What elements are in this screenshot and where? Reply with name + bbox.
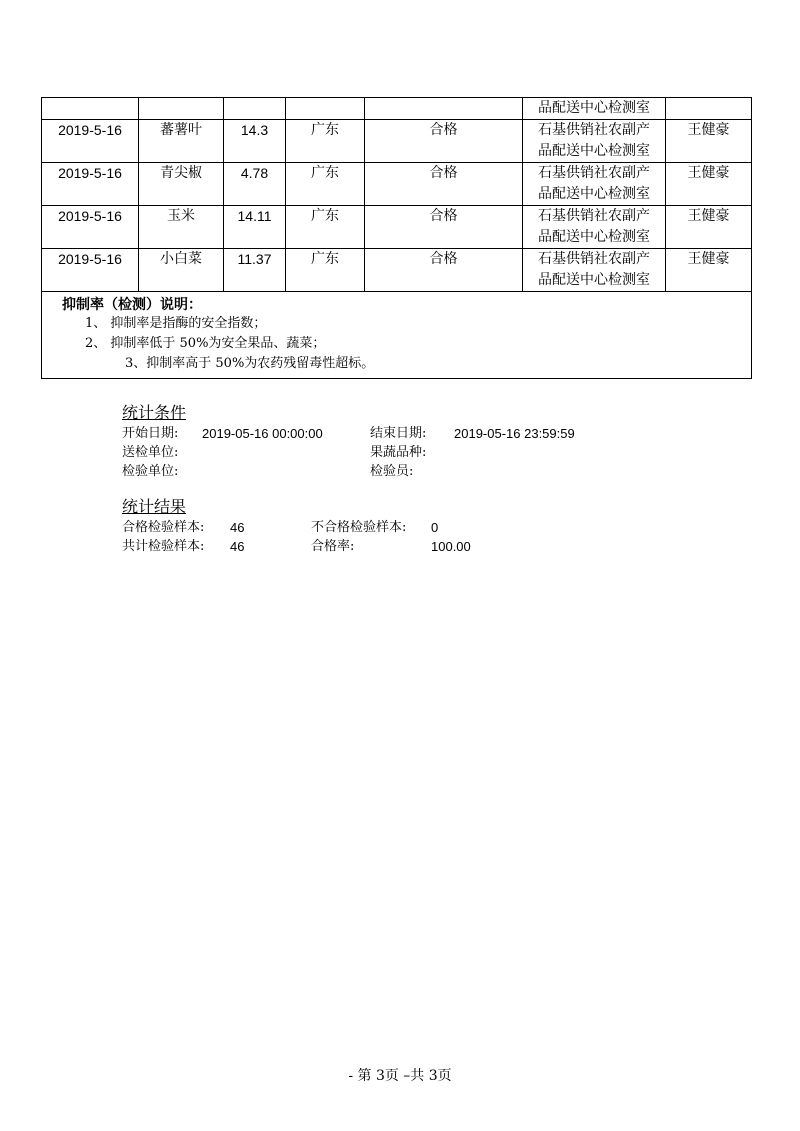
result-cell: 合格	[365, 120, 523, 163]
lab-cell: 品配送中心检测室	[523, 98, 666, 120]
date-cell: 2019-5-16	[42, 120, 139, 163]
lab-cell	[523, 163, 666, 206]
conditions-title: 统计条件	[122, 405, 187, 422]
page-footer: - 第 3页 –共 3页	[348, 1068, 452, 1084]
results-section	[122, 498, 682, 556]
pass-count-label: 合格检验样本:	[122, 520, 205, 535]
table-row	[42, 249, 752, 292]
inspector-cell: 王健豪	[666, 249, 752, 292]
total-count-label: 共计检验样本:	[122, 539, 205, 554]
rate-cell: 11.37	[224, 249, 286, 292]
total-count-value: 46	[230, 539, 245, 554]
result-cell: 合格	[365, 163, 523, 206]
result-cell: 合格	[365, 206, 523, 249]
results-title: 统计结果	[122, 499, 187, 516]
inspector-cell: 王健豪	[666, 206, 752, 249]
note-line: 2、 抑制率低于 50%为安全果品、蔬菜；	[85, 336, 326, 351]
conditions-row	[122, 462, 682, 481]
lab-line-2: 品配送中心检测室	[538, 272, 650, 288]
item-cell: 玉米	[139, 206, 224, 249]
lab-line-1: 石基供销社农副产	[538, 122, 650, 138]
conditions-row	[122, 424, 682, 443]
note-line: 3、抑制率高于 50%为农药残留毒性超标。	[125, 356, 375, 371]
lab-line-2: 品配送中心检测室	[538, 143, 650, 159]
note-line: 1、 抑制率是指酶的安全指数；	[85, 316, 267, 331]
origin-cell: 广东	[286, 249, 365, 292]
fail-count-value: 0	[431, 520, 439, 535]
origin-cell: 广东	[286, 163, 365, 206]
pass-rate-label: 合格率:	[311, 539, 355, 554]
rate-cell: 14.3	[224, 120, 286, 163]
lab-line-1: 石基供销社农副产	[538, 165, 650, 181]
notes-cell	[42, 292, 752, 379]
rate-cell: 14.11	[224, 206, 286, 249]
item-cell: 青尖椒	[139, 163, 224, 206]
notes-row	[42, 292, 752, 379]
table-row	[42, 206, 752, 249]
variety-label: 果蔬品种:	[370, 445, 427, 460]
notes-title: 抑制率（检测）说明：	[62, 296, 202, 312]
result-cell: 合格	[365, 249, 523, 292]
fail-count-label: 不合格检验样本:	[311, 520, 407, 535]
rate-cell: 4.78	[224, 163, 286, 206]
end-date-label: 结束日期:	[370, 426, 427, 441]
lab-cell	[523, 120, 666, 163]
results-row	[122, 518, 682, 537]
start-date-label: 开始日期:	[122, 426, 179, 441]
origin-cell: 广东	[286, 120, 365, 163]
table-row	[42, 120, 752, 163]
pass-count-value: 46	[230, 520, 245, 535]
lab-line-2: 品配送中心检测室	[538, 229, 650, 245]
date-cell: 2019-5-16	[42, 163, 139, 206]
conditions-section	[122, 404, 682, 481]
inspector-label: 检验员:	[370, 464, 414, 479]
table-row	[42, 98, 752, 120]
results-row	[122, 537, 682, 556]
item-cell: 蕃薯叶	[139, 120, 224, 163]
table-row	[42, 163, 752, 206]
date-cell: 2019-5-16	[42, 206, 139, 249]
lab-cell	[523, 206, 666, 249]
date-cell: 2019-5-16	[42, 249, 139, 292]
end-date-value: 2019-05-16 23:59:59	[454, 426, 575, 441]
lab-line-1: 石基供销社农副产	[538, 208, 650, 224]
sender-label: 送检单位:	[122, 445, 179, 460]
origin-cell: 广东	[286, 206, 365, 249]
lab-label: 检验单位:	[122, 464, 179, 479]
results-table	[41, 97, 752, 379]
item-cell: 小白菜	[139, 249, 224, 292]
lab-line-2: 品配送中心检测室	[538, 186, 650, 202]
lab-cell	[523, 249, 666, 292]
conditions-row	[122, 443, 682, 462]
lab-line-1: 石基供销社农副产	[538, 251, 650, 267]
pass-rate-value: 100.00	[431, 539, 471, 554]
inspector-cell: 王健豪	[666, 163, 752, 206]
inspector-cell: 王健豪	[666, 120, 752, 163]
start-date-value: 2019-05-16 00:00:00	[202, 426, 323, 441]
